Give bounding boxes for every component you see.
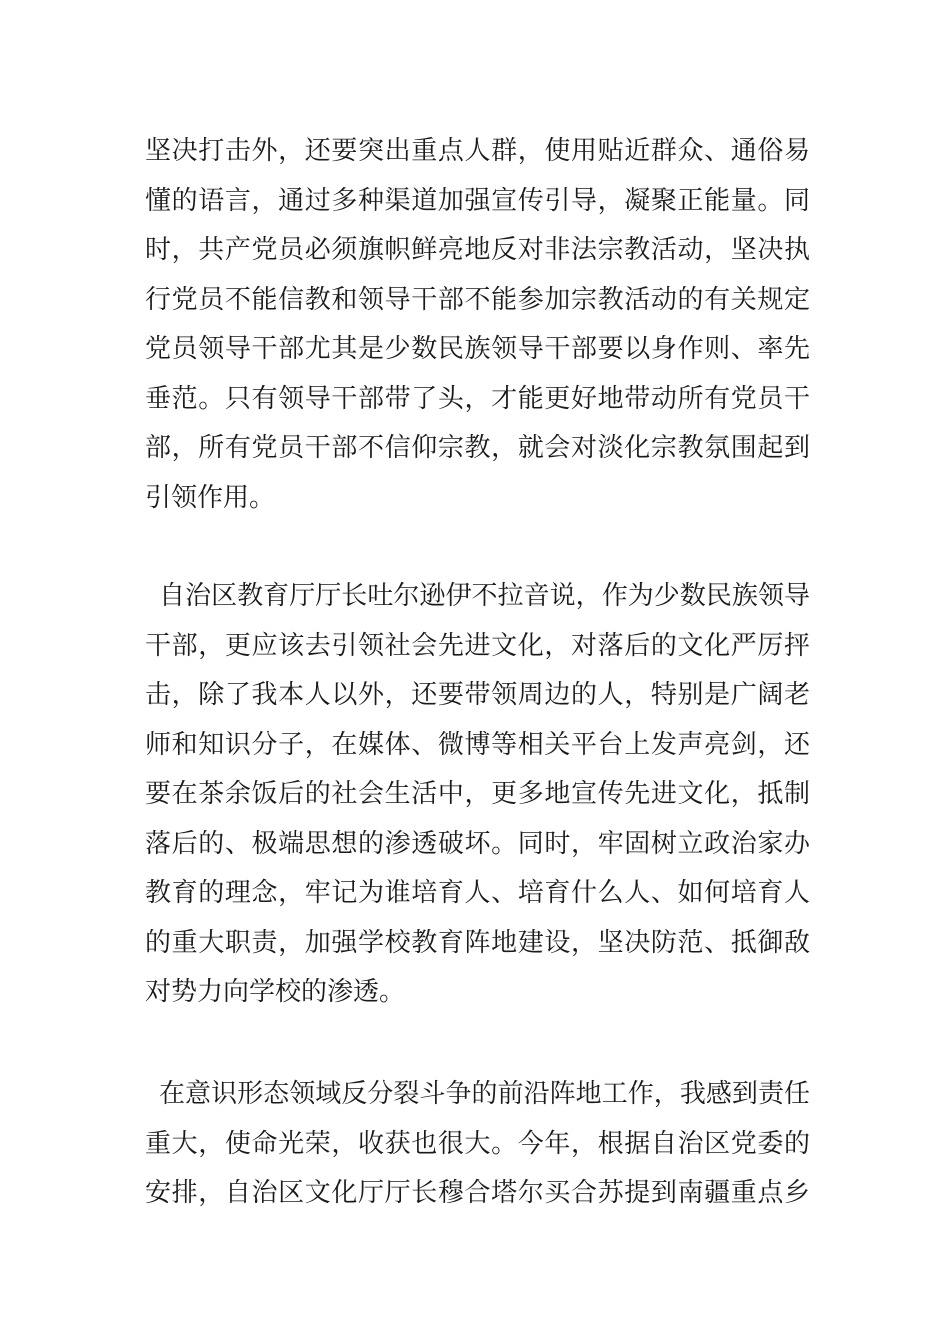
text-line: 在意识形态领域反分裂斗争的前沿阵地工作，我感到责任 xyxy=(159,1079,810,1109)
paragraph-3 xyxy=(145,1070,810,1219)
text-line: 教育的理念，牢记为谁培育人、培育什么人、如何培育人 xyxy=(145,878,810,908)
text-line: 时，共产党员必须旗帜鲜亮地反对非法宗教活动，坚决执 xyxy=(145,235,810,265)
text-line: 的重大职责，加强学校教育阵地建设，坚决防范、抵御敌 xyxy=(145,927,810,958)
text-line: 对势力向学校的渗透。 xyxy=(145,977,406,1007)
text-line: 安排，自治区文化厅厅长穆合塔尔买合苏提到南疆重点乡 xyxy=(145,1178,810,1208)
text-line: 部，所有党员干部不信仰宗教，就会对淡化宗教氛围起到 xyxy=(145,433,810,463)
text-line: 重大，使命光荣，收获也很大。今年，根据自治区党委的 xyxy=(145,1128,810,1159)
text-line: 党员领导干部尤其是少数民族领导干部要以身作则、率先 xyxy=(145,334,810,364)
text-line: 坚决打击外，还要突出重点人群，使用贴近群众、通俗易 xyxy=(145,136,810,166)
text-line: 师和知识分子，在媒体、微博等相关平台上发声亮剑，还 xyxy=(145,729,810,760)
text-line: 干部，更应该去引领社会先进文化，对落后的文化严厉抨 xyxy=(145,630,810,661)
text-line: 行党员不能信教和领导干部不能参加宗教活动的有关规定 xyxy=(145,284,810,315)
text-line: 落后的、极端思想的渗透破坏。同时，牢固树立政治家办 xyxy=(145,828,810,859)
paragraph-1 xyxy=(145,127,810,523)
text-line: 懂的语言，通过多种渠道加强宣传引导，凝聚正能量。同 xyxy=(145,185,810,216)
text-line: 要在茶余饭后的社会生活中，更多地宣传先进文化，抵制 xyxy=(145,779,810,809)
text-line: 引领作用。 xyxy=(145,482,276,513)
text-line: 自治区教育厅厅长吐尔逊伊不拉音说，作为少数民族领导 xyxy=(159,581,810,611)
paragraph-2 xyxy=(145,572,810,1018)
text-line: 击，除了我本人以外，还要带领周边的人，特别是广阔老 xyxy=(145,680,810,710)
text-line: 垂范。只有领导干部带了头，才能更好地带动所有党员干 xyxy=(145,383,810,414)
